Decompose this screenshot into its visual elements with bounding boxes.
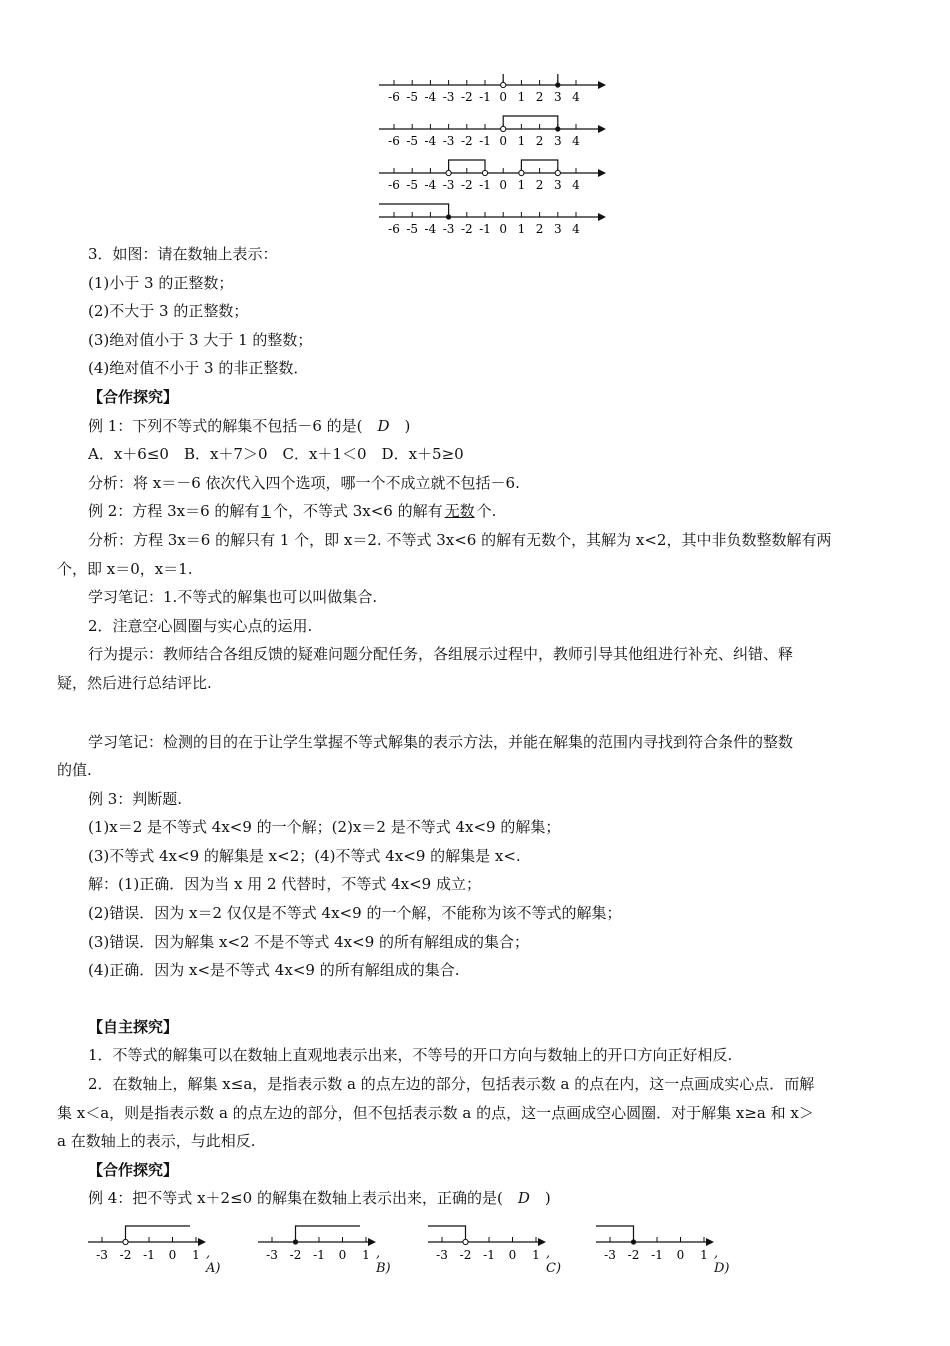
main-text	[57, 240, 893, 1213]
tick-label: -3	[96, 1248, 108, 1262]
example-2-part-a: 例 2：方程 3x＝6 的解有	[88, 502, 260, 521]
arrow-icon	[598, 213, 606, 221]
tick-label: -1	[483, 1248, 495, 1262]
self-study-2-line-2: 集 x＜a，则是指表示数 a 的点左边的部分，但不包括表示数 a 的点，这一点画成空心圆圈．对于解集 x≥a 和 x＞	[57, 1103, 814, 1122]
tick-label: -3	[604, 1248, 616, 1262]
tick-label: 2	[535, 90, 544, 104]
tick-label: 1	[517, 178, 526, 192]
tick-label: -2	[460, 134, 473, 148]
example-4-close: )	[544, 1189, 551, 1208]
filled-point	[555, 126, 560, 131]
solution-1: 解：(1)正确．因为当 x 用 2 代替时，不等式 4x<9 成立；	[88, 875, 481, 894]
choice-d-label: , D)	[714, 1246, 730, 1276]
example-2-analysis-line-2: 个，即 x＝0，x＝1.	[57, 559, 193, 578]
tick-label: 1	[517, 134, 526, 148]
question-3: 3．如图：请在数轴上表示：	[88, 245, 278, 263]
filled-point	[293, 1239, 298, 1244]
tick-label: -4	[424, 90, 437, 104]
study-note-2: 2．注意空心圆圈与实心点的运用.	[88, 616, 313, 635]
section-heading-cooperate-2: 【合作探究】	[88, 1160, 179, 1179]
tick-label: -4	[424, 134, 437, 148]
tick-label: -3	[442, 134, 455, 148]
tick-label: 0	[499, 90, 508, 104]
example-1-options: A．x＋6≤0 B．x＋7＞0 C．x＋1＜0 D．x＋5≥0	[88, 445, 464, 464]
arrow-icon	[198, 1238, 206, 1246]
choice-b-label: , B)	[376, 1246, 391, 1276]
tick-label: -4	[424, 222, 437, 236]
self-study-2-line-1: 2．在数轴上，解集 x≤a，是指表示数 a 的点左边的部分，包括表示数 a 的点在内，这一点画成实心点．而解	[88, 1075, 815, 1094]
open-point	[446, 170, 451, 175]
tick-label: -1	[479, 178, 491, 192]
tick-label: 2	[535, 222, 544, 236]
tick-label: -3	[442, 222, 455, 236]
tick-label: 1	[517, 90, 526, 104]
question-3-item-2: (2)不大于 3 的正整数；	[88, 302, 249, 321]
solution-bracket	[503, 116, 558, 129]
tick-label: 2	[535, 178, 544, 192]
example-2-part-c: 个，不等式 3x<6 的解有	[272, 502, 443, 521]
open-point	[482, 170, 487, 175]
example-1	[88, 412, 893, 441]
open-point	[501, 82, 506, 87]
tick-label: -6	[388, 134, 400, 148]
open-point	[519, 170, 524, 175]
tick-label: -1	[651, 1248, 663, 1262]
choice-a-label: , A)	[206, 1246, 221, 1276]
arrow-icon	[598, 169, 606, 177]
tick-label: -6	[388, 90, 400, 104]
solution-bracket	[596, 1226, 634, 1242]
tick-label: 1	[517, 222, 526, 236]
arrow-icon	[598, 81, 606, 89]
tick-label: 0	[499, 222, 508, 236]
example-4-stem: 例 4：把不等式 x＋2≤0 的解集在数轴上表示出来，正确的是(	[88, 1189, 503, 1208]
tick-label: -6	[388, 178, 400, 192]
choice-d	[596, 1216, 730, 1276]
filled-point	[446, 214, 451, 219]
example-3: 例 3：判断题.	[88, 789, 183, 808]
example-2-blank-2: 无数	[444, 502, 475, 521]
arrow-icon	[538, 1238, 546, 1246]
choice-d-number-line	[596, 1216, 721, 1268]
tick-label: -1	[479, 134, 491, 148]
study-note-1: 学习笔记：1.不等式的解集也可以叫做集合.	[88, 588, 378, 607]
solution-bracket	[428, 1226, 466, 1242]
example-3-items-3-4: (3)不等式 4x<9 的解集是 x<2；(4)不等式 4x<9 的解集是 x<.	[88, 846, 521, 865]
tick-label: -3	[442, 178, 455, 192]
self-study-2-line-3: a 在数轴上的表示，与此相反.	[57, 1132, 256, 1151]
tick-label: -2	[627, 1248, 640, 1262]
number-line-3	[376, 154, 611, 198]
tick-label: 3	[553, 134, 562, 148]
tick-label: 0	[676, 1248, 685, 1262]
example-4-answer: D	[517, 1189, 530, 1208]
tick-label: -1	[479, 90, 491, 104]
solution-bracket	[126, 1226, 191, 1242]
arrow-icon	[598, 125, 606, 133]
tick-label: 0	[508, 1248, 517, 1262]
tick-label: -2	[460, 222, 473, 236]
example-1-stem: 例 1：下列不等式的解集不包括－6 的是(	[88, 416, 363, 435]
number-line-1	[376, 74, 611, 110]
tick-label: 0	[499, 178, 508, 192]
solution-bracket	[503, 74, 558, 85]
tick-label: 4	[572, 178, 580, 192]
solution-bracket	[296, 1226, 361, 1242]
example-2-part-d: 个.	[476, 502, 497, 521]
number-lines-figure	[376, 74, 611, 242]
solution-2: (2)错误．因为 x＝2 仅仅是不等式 4x<9 的一个解，不能称为该不等式的解集；	[88, 904, 622, 923]
solution-4: (4)正确．因为 x<是不等式 4x<9 的所有解组成的集合.	[88, 961, 460, 980]
arrow-icon	[706, 1238, 714, 1246]
tick-label: 0	[499, 134, 508, 148]
tick-label: -3	[442, 90, 455, 104]
choice-c	[428, 1216, 562, 1276]
example-4	[88, 1184, 893, 1213]
choice-c-label: , C)	[546, 1246, 562, 1276]
tick-label: 4	[572, 222, 580, 236]
behavior-hint-line-1: 行为提示：教师结合各组反馈的疑难问题分配任务，各组展示过程中，教师引导其他组进行补充、纠错、释	[88, 645, 794, 664]
tick-label: 4	[572, 90, 580, 104]
tick-label: -1	[313, 1248, 325, 1262]
solution-3: (3)错误．因为解集 x<2 不是不等式 4x<9 的所有解组成的集合；	[88, 932, 530, 951]
tick-label: -1	[143, 1248, 155, 1262]
solution-bracket	[379, 204, 449, 217]
question-3-item-1: (1)小于 3 的正整数；	[88, 273, 234, 292]
open-point	[501, 126, 506, 131]
section-heading-self-study: 【自主探究】	[88, 1017, 179, 1036]
filled-point	[631, 1239, 636, 1244]
example-2-blank-1: 1	[261, 502, 271, 521]
choice-c-number-line	[428, 1216, 553, 1268]
choice-a	[88, 1216, 221, 1276]
choice-b-number-line	[258, 1216, 383, 1268]
tick-label: -5	[406, 178, 419, 192]
open-point	[463, 1239, 468, 1244]
example-2-analysis-line-1: 分析：方程 3x＝6 的解只有 1 个，即 x＝2. 不等式 3x<6 的解有无数个，其解为 x<2，其中非负数整数解有两	[88, 530, 832, 549]
tick-label: 4	[572, 134, 580, 148]
example-1-close: )	[404, 416, 411, 435]
tick-label: -4	[424, 178, 437, 192]
tick-label: -1	[479, 222, 491, 236]
tick-label: -2	[460, 90, 473, 104]
tick-label: 1	[192, 1248, 200, 1262]
number-line-2	[376, 110, 611, 154]
tick-label: 1	[362, 1248, 370, 1262]
self-study-1: 1．不等式的解集可以在数轴上直观地表示出来，不等号的开口方向与数轴上的开口方向正好相反.	[88, 1046, 733, 1065]
tick-label: -2	[460, 178, 473, 192]
tick-label: -3	[266, 1248, 278, 1262]
tick-label: 0	[338, 1248, 347, 1262]
tick-label: 1	[532, 1248, 540, 1262]
tick-label: 3	[553, 90, 562, 104]
tick-label: 0	[168, 1248, 177, 1262]
study-note-3-line-1: 学习笔记：检测的目的在于让学生掌握不等式解集的表示方法，并能在解集的范围内寻找到符合条件的整数	[88, 732, 794, 751]
tick-label: -2	[289, 1248, 302, 1262]
behavior-hint-line-2: 疑，然后进行总结评比.	[57, 673, 212, 692]
number-line-4	[376, 198, 611, 242]
tick-label: -2	[119, 1248, 132, 1262]
filled-point	[555, 82, 560, 87]
tick-label: -5	[406, 222, 419, 236]
choice-b	[258, 1216, 391, 1276]
question-3-item-3: (3)绝对值小于 3 大于 1 的整数；	[88, 330, 313, 349]
tick-label: -2	[459, 1248, 472, 1262]
study-note-3-line-2: 的值.	[57, 761, 92, 780]
open-point	[123, 1239, 128, 1244]
choice-a-number-line	[88, 1216, 213, 1268]
example-4-choices	[88, 1216, 908, 1276]
arrow-icon	[368, 1238, 376, 1246]
tick-label: 3	[553, 222, 562, 236]
example-2	[88, 497, 893, 526]
tick-label: -6	[388, 222, 400, 236]
section-heading-cooperate: 【合作探究】	[88, 387, 179, 406]
tick-label: 3	[553, 178, 562, 192]
tick-label: -3	[436, 1248, 448, 1262]
tick-label: -5	[406, 134, 419, 148]
tick-label: 2	[535, 134, 544, 148]
tick-label: -5	[406, 90, 419, 104]
question-3-item-4: (4)绝对值不小于 3 的非正整数．	[88, 359, 309, 378]
example-1-analysis: 分析：将 x＝－6 依次代入四个选项，哪一个不成立就不包括－6.	[88, 473, 520, 492]
tick-label: 1	[700, 1248, 708, 1262]
open-point	[555, 170, 560, 175]
example-3-items-1-2: (1)x＝2 是不等式 4x<9 的一个解；(2)x＝2 是不等式 4x<9 的解集；	[88, 818, 561, 837]
example-1-answer: D	[377, 416, 390, 435]
